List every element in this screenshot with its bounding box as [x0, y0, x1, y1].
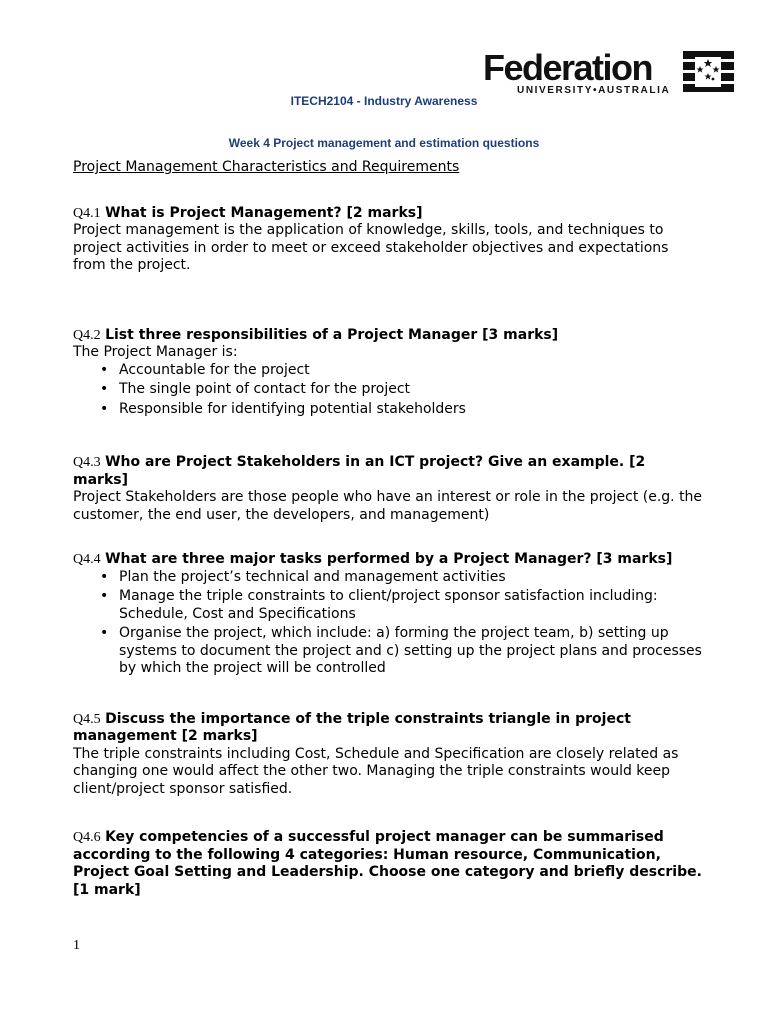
- federation-logo: [483, 48, 738, 100]
- question-text: What are three major tasks performed by a Project Manager? [3 marks]: [105, 551, 673, 567]
- question-text: What is Project Management? [2 marks]: [105, 204, 423, 221]
- section-heading: Project Management Characteristics and Requirements: [73, 159, 460, 175]
- list-item: • The single point of contact for the project: [119, 381, 703, 399]
- answer-list: [73, 362, 703, 419]
- question-number: Q4.6: [73, 830, 101, 845]
- page-number: 1: [73, 938, 80, 953]
- document-body: [73, 159, 703, 899]
- question-block: [73, 454, 703, 524]
- question-block: [73, 829, 703, 899]
- answer-list: [73, 569, 703, 678]
- answer-text: The Project Manager is:: [73, 344, 238, 360]
- question-text: Who are Project Stakeholders in an ICT project? Give an example. [2 marks]: [73, 454, 646, 488]
- list-item: • Manage the triple constraints to client/project sponsor satisfaction including: Schedule, Cost and Specifications: [119, 588, 703, 623]
- answer-text: Project management is the application of knowledge, skills, tools, and techniques to project activities in order to meet or exceed stakeholder objectives and expectations from the project.: [73, 222, 669, 273]
- question-number: Q4.3: [73, 455, 101, 470]
- list-item: • Accountable for the project: [119, 362, 703, 380]
- question-block: [73, 711, 703, 799]
- list-item: • Responsible for identifying potential stakeholders: [119, 401, 703, 419]
- course-title: ITECH2104 - Industry Awareness: [290, 94, 478, 108]
- question-text: Key competencies of a successful project manager can be summarised according to the following 4 categories: Human resource, Communication, Project Goal Setting and Leadership. Choose one category and briefly describe. [1 mark]: [73, 829, 702, 898]
- answer-text: The triple constraints including Cost, Schedule and Specification are closely related as changing one would affect the other two. Managing the triple constraints would keep client/project sponsor satisfied.: [73, 745, 679, 797]
- question-number: Q4.1: [73, 205, 101, 221]
- question-text: List three responsibilities of a Project Manager [3 marks]: [105, 326, 559, 343]
- list-item: • Organise the project, which include: a) forming the project team, b) setting up systems to document the project and c) setting up the project plans and processes by which the project will be controlled: [119, 625, 703, 678]
- logo-subtitle: UNIVERSITY•AUSTRALIA: [517, 85, 671, 96]
- question-number: Q4.4: [73, 552, 101, 567]
- question-block: [73, 551, 703, 678]
- answer-text: Project Stakeholders are those people who have an interest or role in the project (e.g. the customer, the end user, the developers, and management): [73, 489, 703, 523]
- list-item: • Plan the project’s technical and management activities: [119, 569, 703, 587]
- question-block: [73, 205, 703, 275]
- question-text: Discuss the importance of the triple constraints triangle in project management [2 marks]: [73, 710, 631, 744]
- question-number: Q4.2: [73, 327, 101, 343]
- week-title: Week 4 Project management and estimation questions: [228, 136, 540, 150]
- southern-cross-flag-icon: [683, 51, 734, 93]
- question-number: Q4.5: [73, 711, 101, 727]
- logo-wordmark: Federation: [483, 47, 653, 88]
- question-block: [73, 327, 703, 419]
